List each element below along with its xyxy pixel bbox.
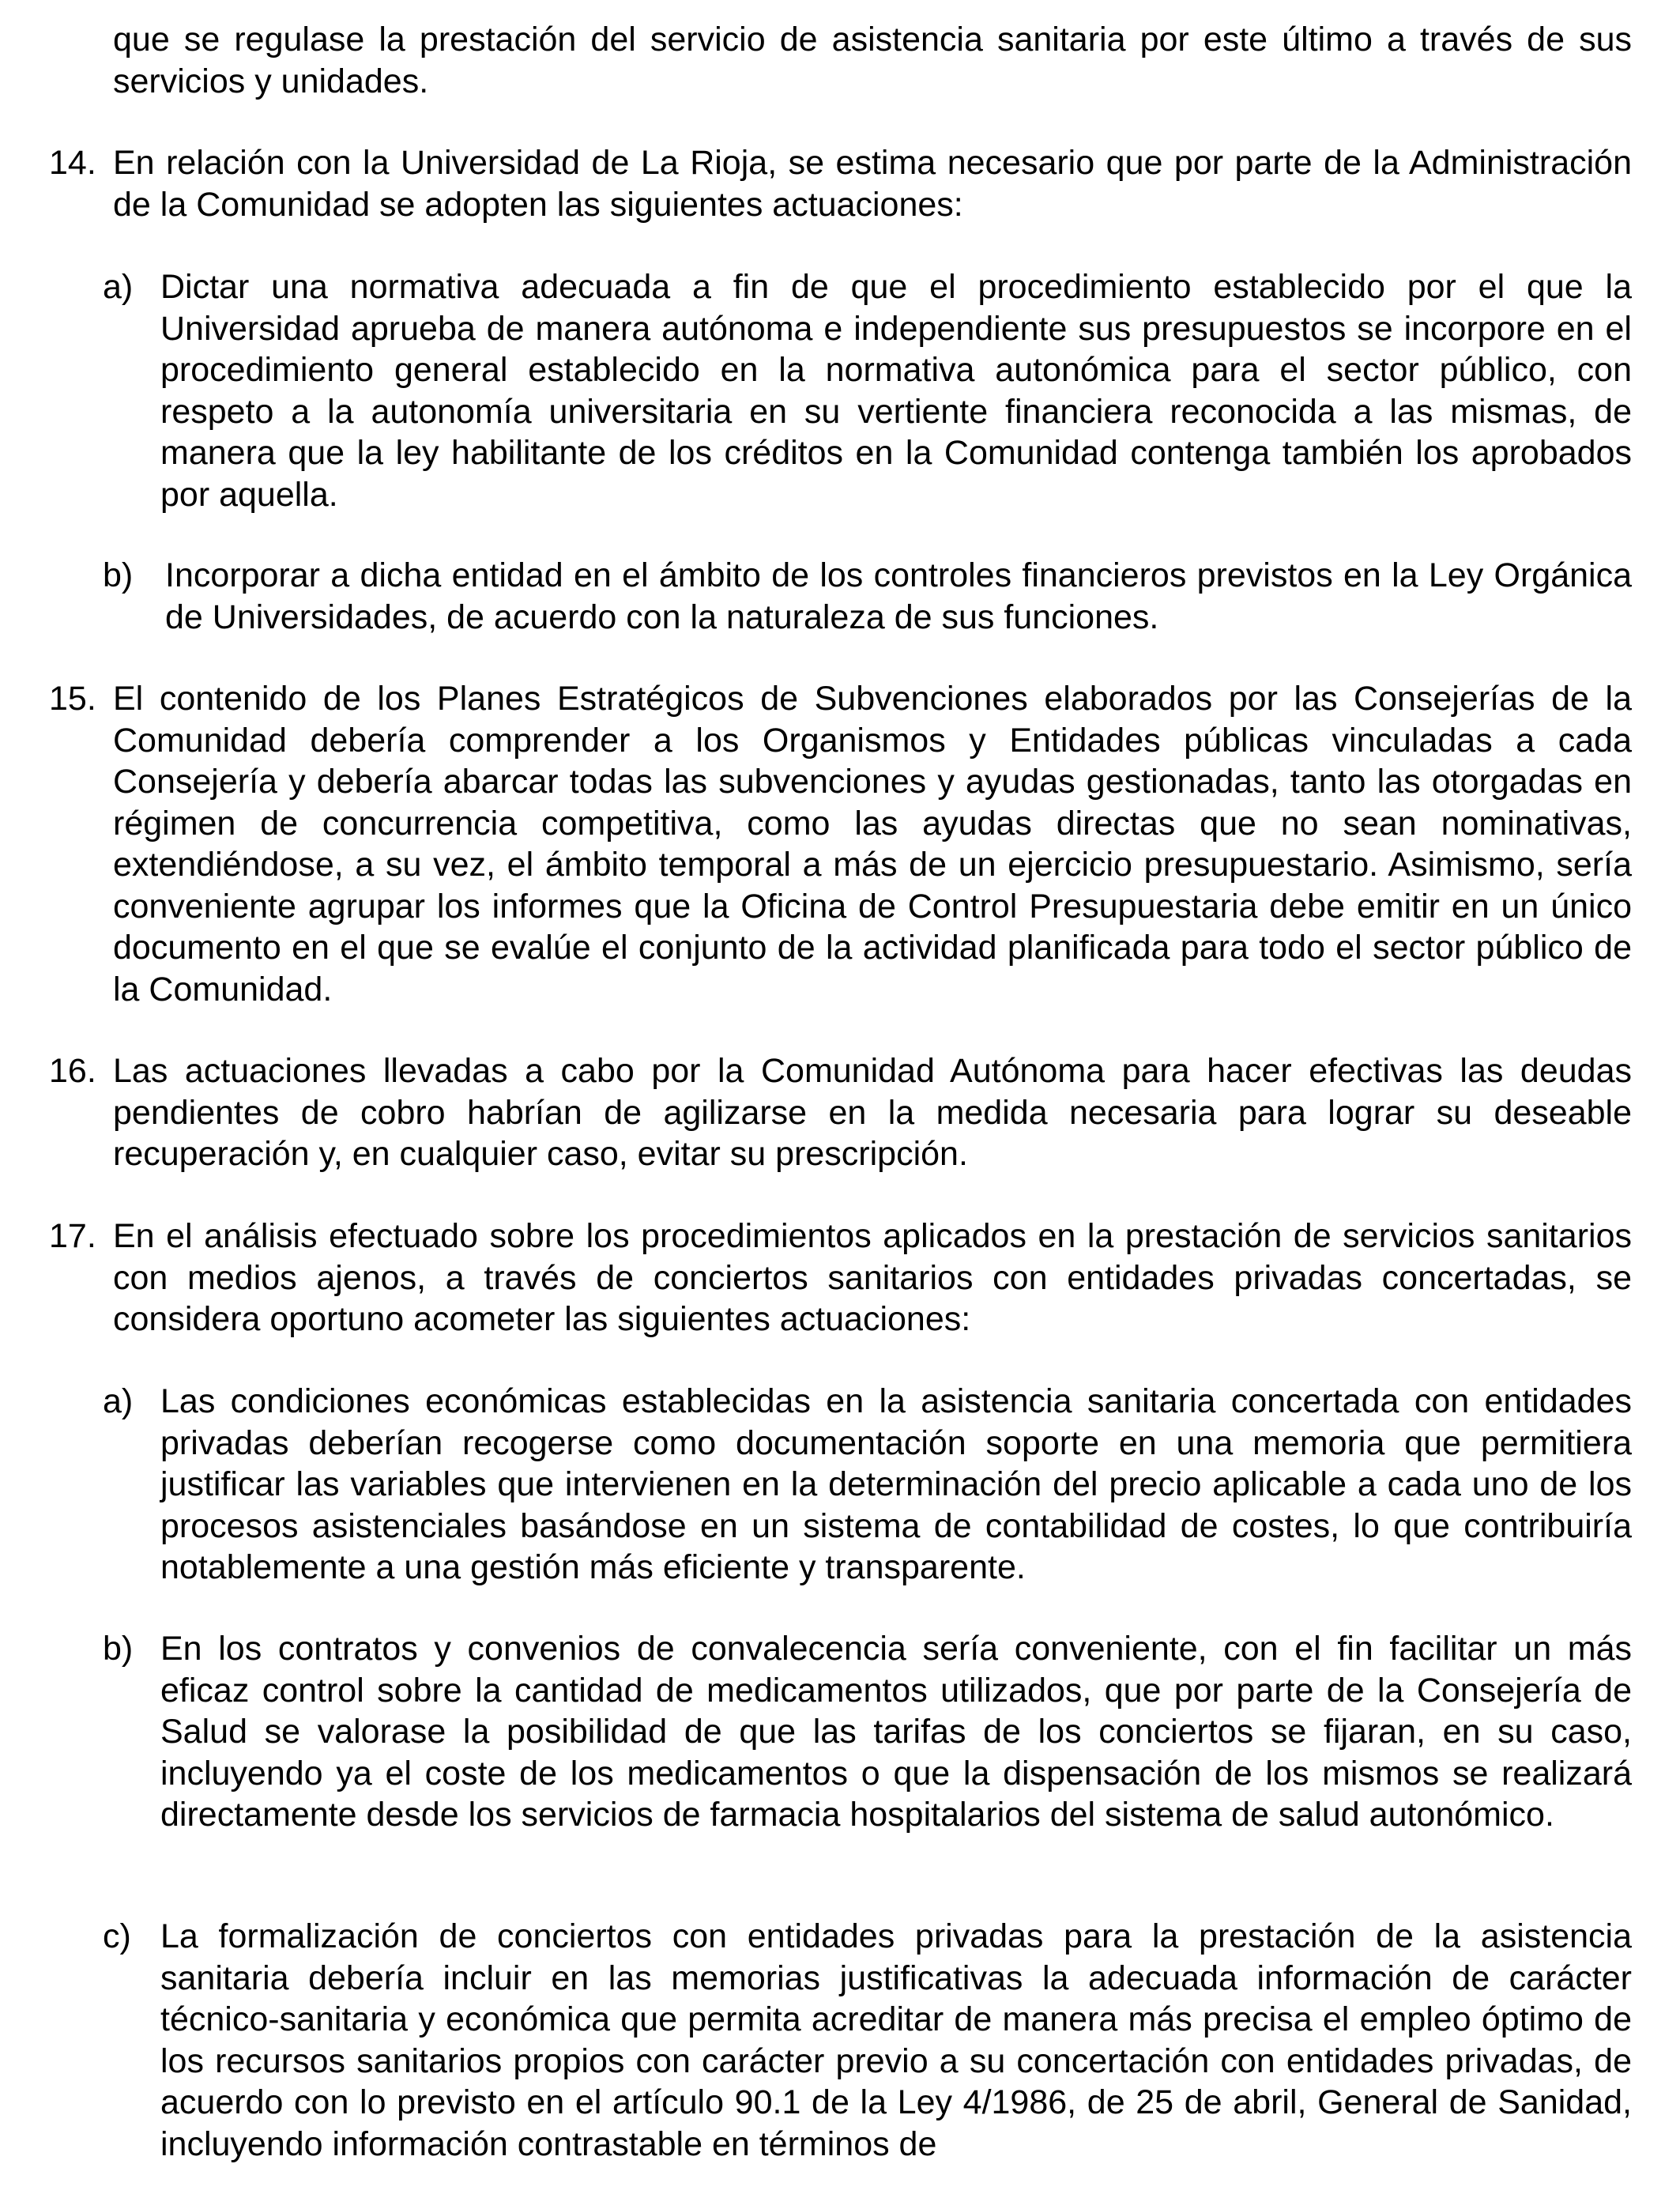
subitem-letter: a) — [103, 1382, 134, 1420]
item-paragraph: En el análisis efectuado sobre los procedimientos aplicados en la prestación de servicios sanitarios con medios ajenos, a través de conciertos sanitarios con entidades privadas concertadas, se considera oportuno acometer las siguientes actuaciones: — [113, 1217, 1632, 1338]
continuation-paragraph: que se regulase la prestación del servicio de asistencia sanitaria por este último a través de sus servicios y unidades. — [113, 21, 1632, 100]
subitem-paragraph: Dictar una normativa adecuada a fin de que el procedimiento establecido por el que la Universidad aprueba de manera autónoma e independiente sus presupuestos se incorpore en el procedimiento general establecido en la normativa autonómica para el sector público, con respeto a la autonomía universitaria en su vertiente financiera reconocida a las mismas, de manera que la ley habilitante de los créditos en la Comunidad contenga también los aprobados por aquella. — [160, 268, 1632, 514]
subitem-letter: b) — [103, 556, 134, 594]
item-number: 17. — [49, 1217, 96, 1255]
subitem-letter: b) — [103, 1630, 134, 1668]
subitem-letter: c) — [103, 1917, 131, 1955]
item-paragraph: El contenido de los Planes Estratégicos de Subvenciones elaborados por las Consejerías de la Comunidad debería comprender a los Organismos y Entidades públicas vinculadas a cada Consejería y debería abarcar todas las subvenciones y ayudas gestionadas, tanto las otorgadas en régimen de concurrencia competitiva, como las ayudas directas que no sean nominativas, extendiéndose, a su vez, el ámbito temporal a más de un ejercicio presupuestario. Asimismo, sería conveniente agrupar los informes que la Oficina de Control Presupuestaria debe emitir en un único documento en el que se evalúe el conjunto de la actividad planificada para todo el sector público de la Comunidad. — [113, 680, 1632, 1008]
subitem-paragraph: Las condiciones económicas establecidas en la asistencia sanitaria concertada con entidades privadas deberían recogerse como documentación soporte en una memoria que permitiera justificar las variables que intervienen en la determinación del precio aplicable a cada uno de los procesos asistenciales basándose en un sistema de contabilidad de costes, lo que contribuiría notablemente a una gestión más eficiente y transparente. — [160, 1382, 1632, 1586]
subitem-paragraph: Incorporar a dicha entidad en el ámbito de los controles financieros previstos en la Ley Orgánica de Universidades, de acuerdo con la naturaleza de sus funciones. — [165, 556, 1632, 636]
subitem-letter: a) — [103, 268, 134, 306]
item-paragraph: En relación con la Universidad de La Rioja, se estima necesario que por parte de la Administración de la Comunidad se adopten las siguientes actuaciones: — [113, 144, 1632, 224]
item-number: 15. — [49, 680, 96, 718]
subitem-paragraph: La formalización de conciertos con entidades privadas para la prestación de la asistencia sanitaria debería incluir en las memorias justificativas la adecuada información de carácter técnico-sanitaria y económica que permita acreditar de manera más precisa el empleo óptimo de los recursos sanitarios propios con carácter previo a su concertación con entidades privadas, de acuerdo con lo previsto en el artículo 90.1 de la Ley 4/1986, de 25 de abril, General de Sanidad, incluyendo información contrastable en términos de — [160, 1917, 1632, 2163]
item-number: 16. — [49, 1052, 96, 1090]
item-number: 14. — [49, 144, 96, 182]
subitem-paragraph: En los contratos y convenios de convalecencia sería conveniente, con el fin facilitar un más eficaz control sobre la cantidad de medicamentos utilizados, que por parte de la Consejería de Salud se valorase la posibilidad de que las tarifas de los conciertos se fijaran, en su caso, incluyendo ya el coste de los medicamentos o que la dispensación de los mismos se realizará directamente desde los servicios de farmacia hospitalarios del sistema de salud autonómico. — [160, 1630, 1632, 1834]
item-paragraph: Las actuaciones llevadas a cabo por la Comunidad Autónoma para hacer efectivas las deudas pendientes de cobro habrían de agilizarse en la medida necesaria para lograr su deseable recuperación y, en cualquier caso, evitar su prescripción. — [113, 1052, 1632, 1173]
